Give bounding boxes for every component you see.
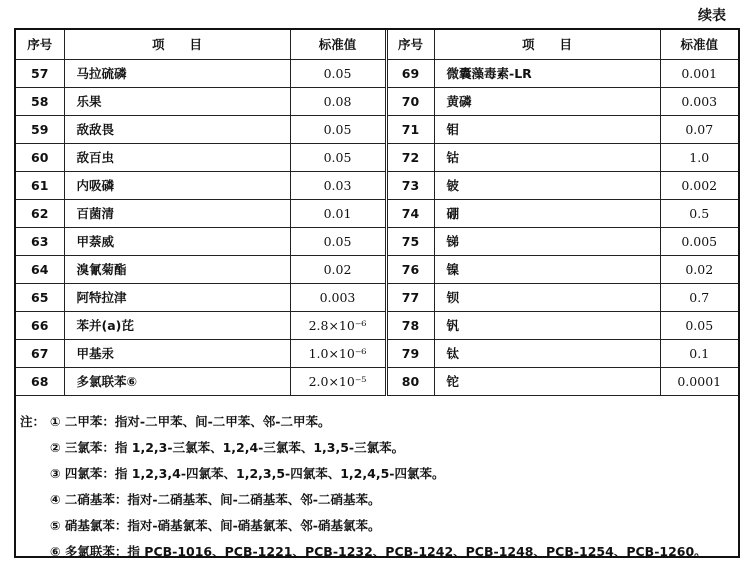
row-item-right: 钒 xyxy=(434,311,660,339)
row-number-left: 62 xyxy=(16,199,64,227)
row-item-left: 百菌清 xyxy=(64,199,290,227)
row-item-left: 溴氰菊酯 xyxy=(64,255,290,283)
header-num-right: 序号 xyxy=(386,30,434,59)
row-value-right: 0.02 xyxy=(660,255,738,283)
row-number-right: 73 xyxy=(386,171,434,199)
table-row xyxy=(16,311,738,339)
row-number-left: 67 xyxy=(16,339,64,367)
table-row xyxy=(16,87,738,115)
row-item-right: 硼 xyxy=(434,199,660,227)
row-value-right: 0.003 xyxy=(660,87,738,115)
row-value-left: 0.03 xyxy=(290,171,386,199)
row-value-left: 0.05 xyxy=(290,227,386,255)
row-number-right: 80 xyxy=(386,367,434,395)
row-item-right: 黄磷 xyxy=(434,87,660,115)
row-number-right: 71 xyxy=(386,115,434,143)
row-item-left: 敌百虫 xyxy=(64,143,290,171)
row-value-right: 0.0001 xyxy=(660,367,738,395)
row-number-right: 74 xyxy=(386,199,434,227)
row-value-left: 0.05 xyxy=(290,59,386,87)
standards-table-frame xyxy=(14,28,740,558)
table-row xyxy=(16,143,738,171)
row-item-right: 镍 xyxy=(434,255,660,283)
row-number-right: 79 xyxy=(386,339,434,367)
note-line: ⑥ 多氯联苯：指 PCB-1016、PCB-1221、PCB-1232、PCB-1242、PCB-1248、PCB-1254、PCB-1260。 xyxy=(50,544,707,559)
table-body xyxy=(16,59,738,395)
row-item-left: 甲基汞 xyxy=(64,339,290,367)
row-number-left: 68 xyxy=(16,367,64,395)
table-row xyxy=(16,171,738,199)
row-value-right: 0.1 xyxy=(660,339,738,367)
row-value-right: 0.7 xyxy=(660,283,738,311)
row-item-right: 锑 xyxy=(434,227,660,255)
table-row xyxy=(16,199,738,227)
row-number-right: 72 xyxy=(386,143,434,171)
row-value-left: 2.8×10⁻⁶ xyxy=(290,311,386,339)
header-num-left: 序号 xyxy=(16,30,64,59)
row-value-right: 0.005 xyxy=(660,227,738,255)
row-value-left: 0.01 xyxy=(290,199,386,227)
row-item-right: 钛 xyxy=(434,339,660,367)
row-value-right: 0.07 xyxy=(660,115,738,143)
table-row xyxy=(16,367,738,395)
row-number-right: 70 xyxy=(386,87,434,115)
row-number-left: 65 xyxy=(16,283,64,311)
table-row xyxy=(16,339,738,367)
row-item-right: 钡 xyxy=(434,283,660,311)
note-line: ① 二甲苯：指对-二甲苯、间-二甲苯、邻-二甲苯。 xyxy=(50,414,331,429)
row-item-left: 甲萘威 xyxy=(64,227,290,255)
row-item-right: 微囊藻毒素-LR xyxy=(434,59,660,87)
notes-section xyxy=(16,400,738,559)
table-row xyxy=(16,227,738,255)
row-value-right: 0.5 xyxy=(660,199,738,227)
row-number-right: 78 xyxy=(386,311,434,339)
row-value-right: 0.002 xyxy=(660,171,738,199)
row-item-left: 多氯联苯⑥ xyxy=(64,367,290,395)
row-value-right: 1.0 xyxy=(660,143,738,171)
row-value-left: 0.02 xyxy=(290,255,386,283)
row-item-right: 铊 xyxy=(434,367,660,395)
continued-label: 续表 xyxy=(698,8,726,24)
table-row xyxy=(16,283,738,311)
note-line: ④ 二硝基苯：指对-二硝基苯、间-二硝基苯、邻-二硝基苯。 xyxy=(50,492,381,507)
row-item-right: 钼 xyxy=(434,115,660,143)
row-number-right: 75 xyxy=(386,227,434,255)
header-row xyxy=(16,30,738,59)
row-number-left: 66 xyxy=(16,311,64,339)
row-number-left: 63 xyxy=(16,227,64,255)
row-number-left: 57 xyxy=(16,59,64,87)
row-value-left: 0.05 xyxy=(290,143,386,171)
row-number-left: 58 xyxy=(16,87,64,115)
row-item-left: 乐果 xyxy=(64,87,290,115)
row-number-right: 77 xyxy=(386,283,434,311)
header-item-left: 项 目 xyxy=(64,30,290,59)
row-number-right: 76 xyxy=(386,255,434,283)
row-item-left: 马拉硫磷 xyxy=(64,59,290,87)
standards-table xyxy=(16,30,738,396)
row-number-left: 59 xyxy=(16,115,64,143)
notes-prefix: 注： xyxy=(20,414,46,429)
row-value-right: 0.05 xyxy=(660,311,738,339)
row-value-left: 0.05 xyxy=(290,115,386,143)
row-item-left: 苯并(a)芘 xyxy=(64,311,290,339)
row-value-left: 1.0×10⁻⁶ xyxy=(290,339,386,367)
note-line: ⑤ 硝基氯苯：指对-硝基氯苯、间-硝基氯苯、邻-硝基氯苯。 xyxy=(50,518,381,533)
row-item-right: 铍 xyxy=(434,171,660,199)
header-value-right: 标准值 xyxy=(660,30,738,59)
table-row xyxy=(16,255,738,283)
row-value-left: 2.0×10⁻⁵ xyxy=(290,367,386,395)
header-value-left: 标准值 xyxy=(290,30,386,59)
row-item-left: 内吸磷 xyxy=(64,171,290,199)
table-row xyxy=(16,59,738,87)
table-row xyxy=(16,115,738,143)
row-item-right: 钴 xyxy=(434,143,660,171)
row-value-left: 0.003 xyxy=(290,283,386,311)
row-value-left: 0.08 xyxy=(290,87,386,115)
row-item-left: 阿特拉津 xyxy=(64,283,290,311)
row-number-left: 64 xyxy=(16,255,64,283)
row-number-left: 61 xyxy=(16,171,64,199)
row-number-right: 69 xyxy=(386,59,434,87)
row-item-left: 敌敌畏 xyxy=(64,115,290,143)
header-item-right: 项 目 xyxy=(434,30,660,59)
row-value-right: 0.001 xyxy=(660,59,738,87)
row-number-left: 60 xyxy=(16,143,64,171)
note-line: ② 三氯苯：指 1,2,3-三氯苯、1,2,4-三氯苯、1,3,5-三氯苯。 xyxy=(50,440,405,455)
note-line: ③ 四氯苯：指 1,2,3,4-四氯苯、1,2,3,5-四氯苯、1,2,4,5-四氯苯。 xyxy=(50,466,445,481)
